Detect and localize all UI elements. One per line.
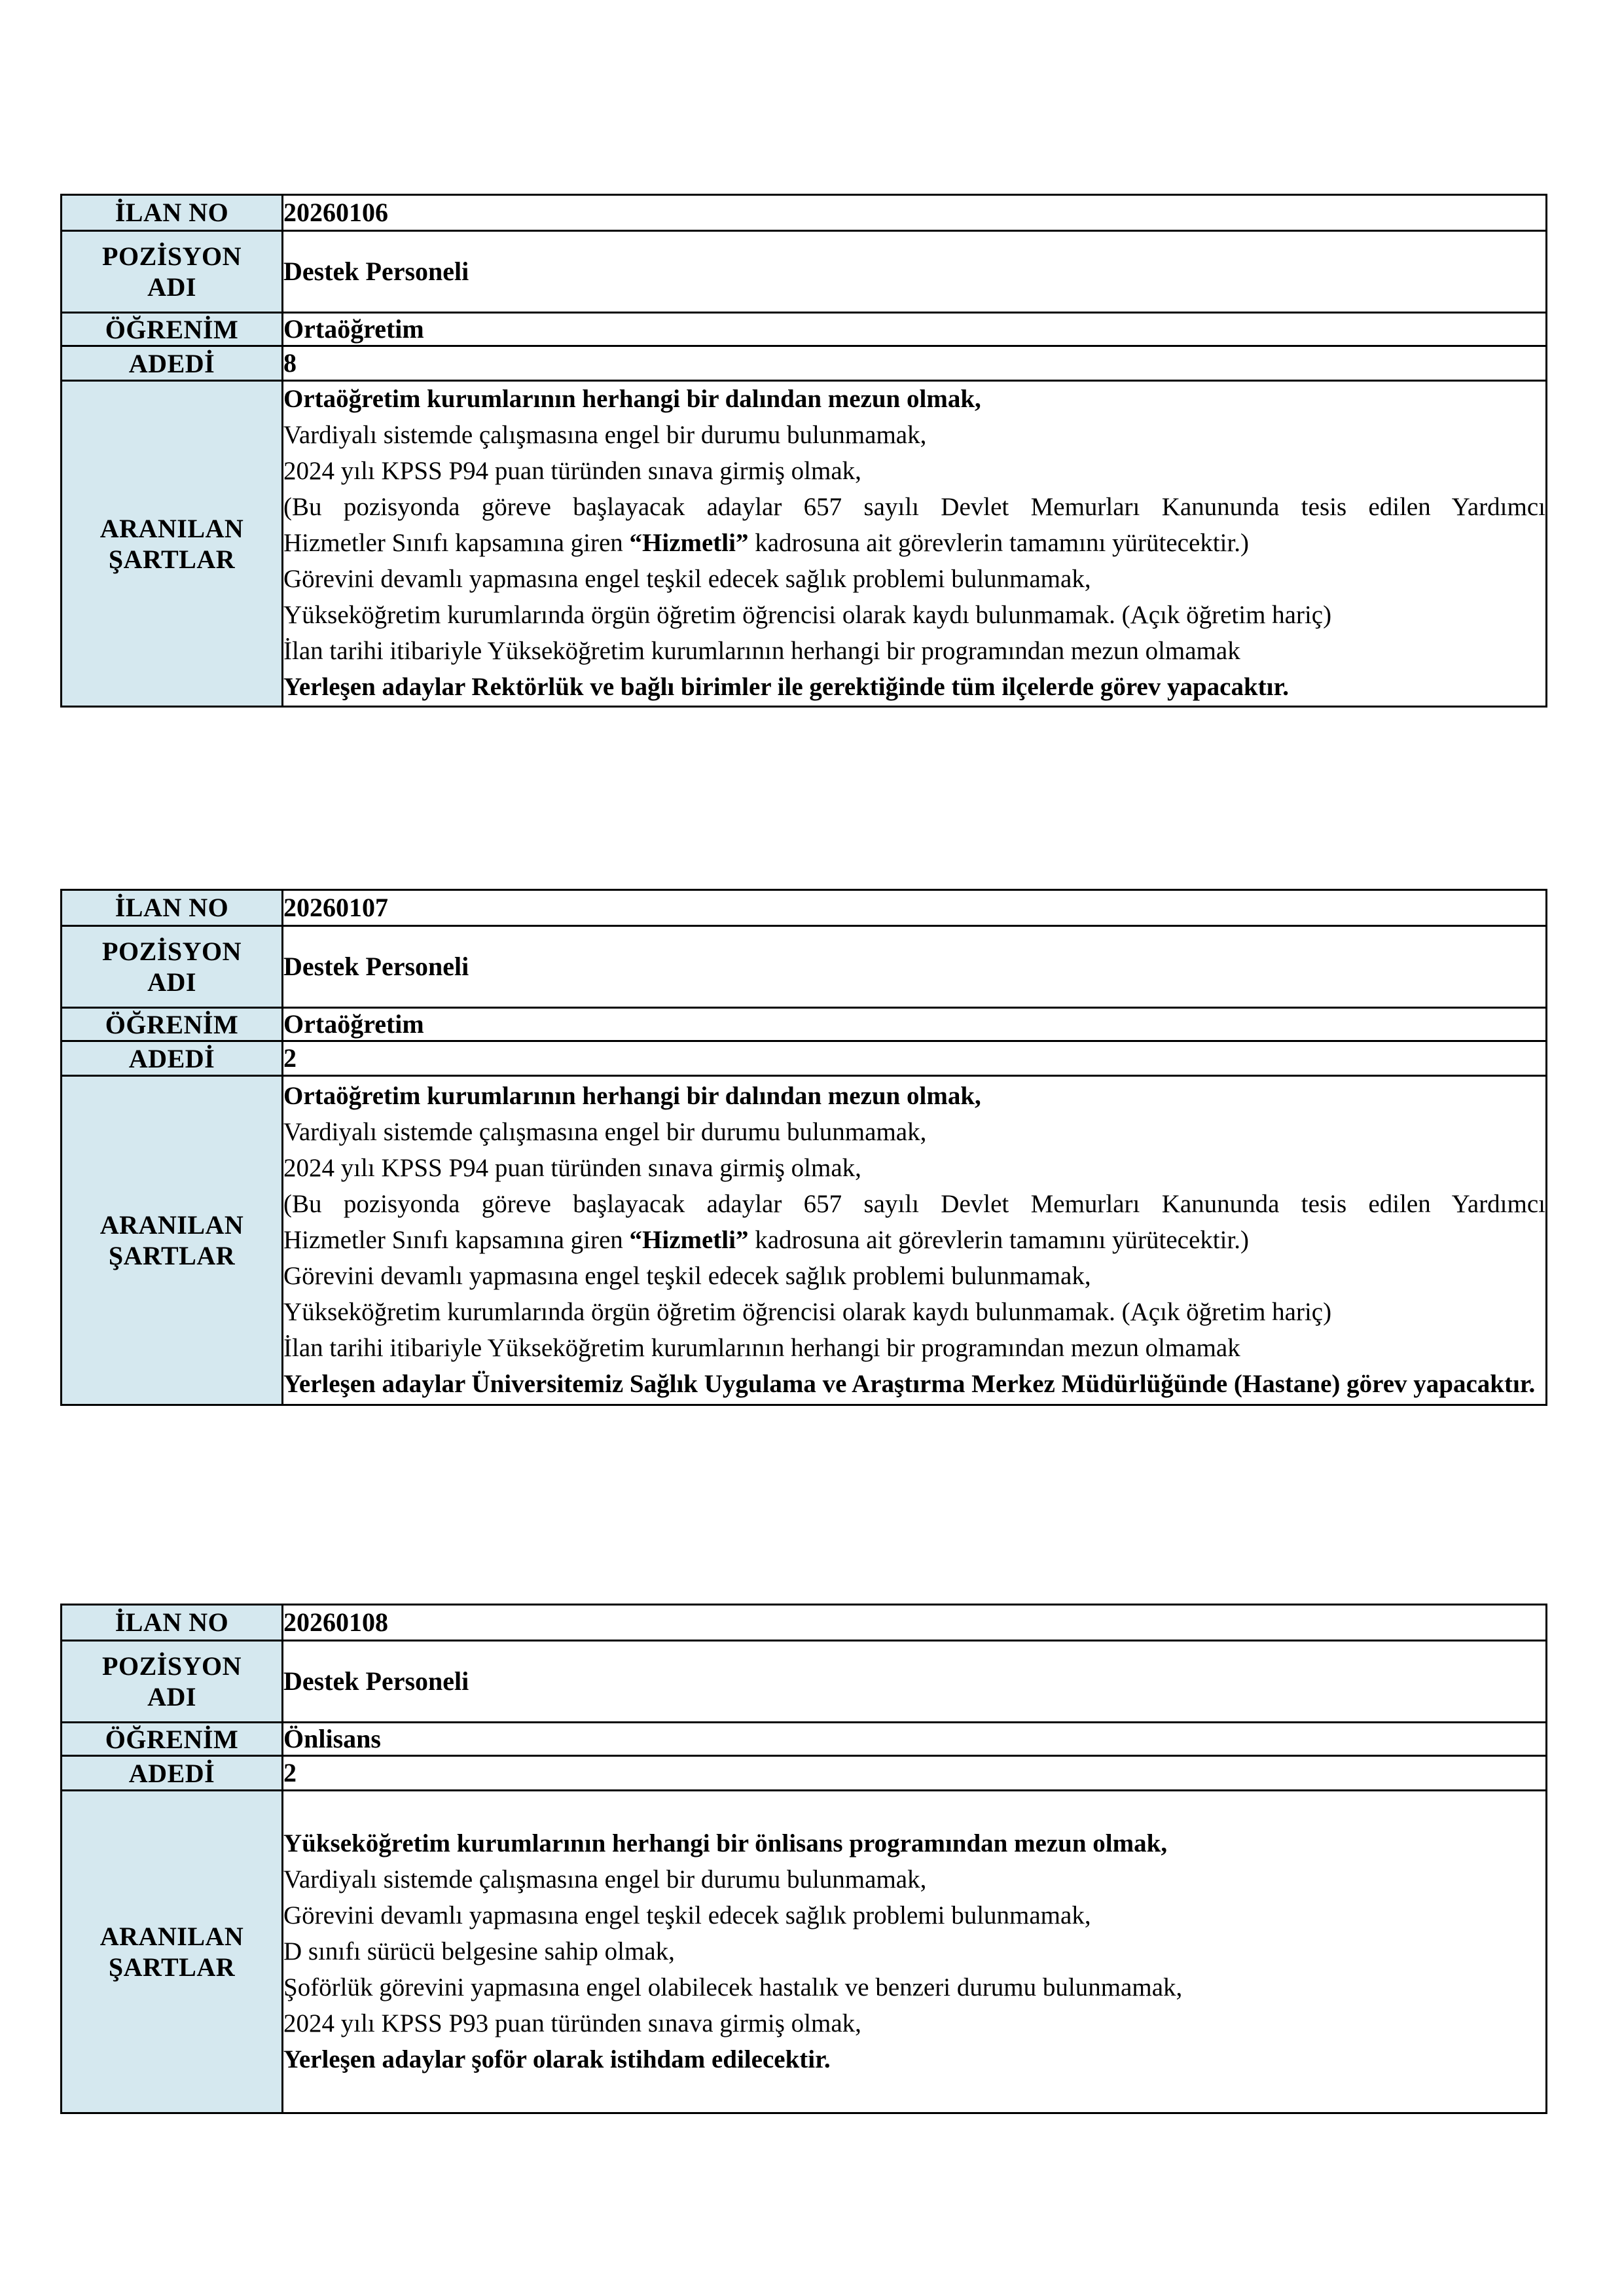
condition-line: Ortaöğretim kurumlarının herhangi bir dalından mezun olmak, — [283, 385, 981, 414]
condition-line: Hizmetler Sınıfı kapsamına giren “Hizmetli” kadrosuna ait görevlerin tamamını yürütecektir.) — [283, 529, 1250, 558]
condition-line: Yerleşen adaylar Rektörlük ve bağlı birimler ile gerektiğinde tüm ilçelerde görev yapacaktır. — [283, 673, 1289, 702]
condition-line: Ortaöğretim kurumlarının herhangi bir dalından mezun olmak, — [283, 1081, 981, 1110]
table-row-ogrenim — [62, 313, 1547, 346]
condition-line: İlan tarihi itibariyle Yükseköğretim kurumlarının herhangi bir programından mezun olmamak — [283, 637, 1240, 666]
condition-line: Görevini devamlı yapmasına engel teşkil edecek sağlık problemi bulunmamak, — [283, 565, 1091, 594]
table-row-adedi — [62, 346, 1547, 381]
label-pozisyon-adi-line-1: POZİSYON — [102, 242, 242, 271]
condition-line: 2024 yılı KPSS P93 puan türünden sınava girmiş olmak, — [283, 2009, 861, 2037]
label-aranilan-sartlar-line-1: ARANILAN — [99, 1210, 244, 1240]
label-aranilan-sartlar-line-2: ŞARTLAR — [108, 544, 236, 574]
table-row-adedi — [62, 1756, 1547, 1791]
condition-line: Görevini devamlı yapmasına engel teşkil edecek sağlık problemi bulunmamak, — [283, 1901, 1091, 1929]
table-row-pozisyon-adi — [62, 231, 1547, 313]
label-adedi-line-1: ADEDİ — [128, 348, 215, 378]
value-adedi: 8 — [283, 346, 1547, 381]
table-row-pozisyon-adi — [62, 926, 1547, 1008]
condition-line: Vardiyalı sistemde çalışmasına engel bir durumu bulunmamak, — [283, 1865, 927, 1893]
value-pozisyon-adi: Destek Personeli — [283, 1641, 1547, 1723]
table-row-ilan-no — [62, 195, 1547, 231]
condition-line: 2024 yılı KPSS P94 puan türünden sınava girmiş olmak, — [283, 457, 861, 486]
value-ogrenim: Önlisans — [283, 1723, 1547, 1756]
condition-line: Hizmetler Sınıfı kapsamına giren “Hizmetli” kadrosuna ait görevlerin tamamını yürütecektir.) — [283, 1225, 1250, 1254]
label-ogrenim-line-1: ÖĞRENİM — [105, 1724, 239, 1754]
label-pozisyon-adi-line-2: ADI — [147, 967, 196, 997]
label-ilan-no — [62, 890, 283, 926]
label-ogrenim — [62, 313, 283, 346]
label-ilan-no — [62, 1605, 283, 1641]
label-ilan-no-line-1: İLAN NO — [115, 1607, 229, 1638]
condition-line: (Bu pozisyonda göreve başlayacak adaylar 657 sayılı Devlet Memurları Kanununda tesis edilen Yardımcı — [283, 493, 1545, 522]
label-adedi — [62, 1041, 283, 1076]
table-row-adedi — [62, 1041, 1547, 1076]
label-aranilan-sartlar-line-2: ŞARTLAR — [108, 1952, 236, 1982]
label-aranilan-sartlar-line-1: ARANILAN — [99, 1922, 244, 1952]
value-aranilan-sartlar — [283, 1076, 1547, 1405]
table-row-ogrenim — [62, 1008, 1547, 1041]
value-aranilan-sartlar — [283, 1791, 1547, 2113]
label-pozisyon-adi — [62, 1641, 283, 1723]
label-ogrenim-line-1: ÖĞRENİM — [105, 314, 239, 344]
ilan-table-20260106 — [60, 194, 1547, 708]
label-pozisyon-adi-line-1: POZİSYON — [102, 937, 242, 966]
label-adedi — [62, 346, 283, 381]
table-row-ogrenim — [62, 1723, 1547, 1756]
value-ilan-no: 20260106 — [283, 195, 1547, 231]
value-pozisyon-adi: Destek Personeli — [283, 231, 1547, 313]
table-row-aranilan-sartlar — [62, 1791, 1547, 2113]
condition-emphasis: “Hizmetli” — [629, 1225, 749, 1254]
condition-line: Yükseköğretim kurumlarının herhangi bir önlisans programından mezun olmak, — [283, 1829, 1168, 1857]
label-ogrenim — [62, 1008, 283, 1041]
label-pozisyon-adi-line-2: ADI — [147, 272, 196, 302]
table-row-pozisyon-adi — [62, 1641, 1547, 1723]
label-aranilan-sartlar-line-1: ARANILAN — [99, 513, 244, 543]
condition-line: Yükseköğretim kurumlarında örgün öğretim öğrencisi olarak kaydı bulunmamak. (Açık öğretim hariç) — [283, 1297, 1332, 1326]
table-row-aranilan-sartlar — [62, 381, 1547, 707]
label-adedi — [62, 1756, 283, 1791]
condition-line: Vardiyalı sistemde çalışmasına engel bir durumu bulunmamak, — [283, 1117, 927, 1146]
value-ogrenim: Ortaöğretim — [283, 313, 1547, 346]
ilan-table-20260107 — [60, 889, 1547, 1406]
value-ilan-no: 20260108 — [283, 1605, 1547, 1641]
condition-line: 2024 yılı KPSS P94 puan türünden sınava girmiş olmak, — [283, 1153, 861, 1182]
table-row-aranilan-sartlar — [62, 1076, 1547, 1405]
label-pozisyon-adi-line-2: ADI — [147, 1682, 196, 1712]
ilan-table-20260108 — [60, 1604, 1547, 2114]
label-ilan-no-line-1: İLAN NO — [115, 198, 229, 228]
condition-line: D sınıfı sürücü belgesine sahip olmak, — [283, 1937, 675, 1965]
condition-line: Şoförlük görevini yapmasına engel olabilecek hastalık ve benzeri durumu bulunmamak, — [283, 1973, 1183, 2001]
table-row-ilan-no — [62, 1605, 1547, 1641]
label-aranilan-sartlar — [62, 381, 283, 707]
label-aranilan-sartlar-line-2: ŞARTLAR — [108, 1241, 236, 1271]
label-aranilan-sartlar — [62, 1791, 283, 2113]
condition-line: Yerleşen adaylar Üniversitemiz Sağlık Uygulama ve Araştırma Merkez Müdürlüğünde (Hastane) görev yapacaktır. — [283, 1369, 1536, 1398]
value-ilan-no: 20260107 — [283, 890, 1547, 926]
label-adedi-line-1: ADEDİ — [128, 1758, 215, 1788]
condition-line: (Bu pozisyonda göreve başlayacak adaylar 657 sayılı Devlet Memurları Kanununda tesis edilen Yardımcı — [283, 1189, 1545, 1218]
label-pozisyon-adi-line-1: POZİSYON — [102, 1651, 242, 1681]
label-ilan-no — [62, 195, 283, 231]
condition-line: İlan tarihi itibariyle Yükseköğretim kurumlarının herhangi bir programından mezun olmamak — [283, 1333, 1240, 1362]
label-aranilan-sartlar — [62, 1076, 283, 1405]
condition-line: Yükseköğretim kurumlarında örgün öğretim öğrencisi olarak kaydı bulunmamak. (Açık öğretim hariç) — [283, 601, 1332, 630]
label-pozisyon-adi — [62, 231, 283, 313]
condition-line: Görevini devamlı yapmasına engel teşkil edecek sağlık problemi bulunmamak, — [283, 1261, 1091, 1290]
table-row-ilan-no — [62, 890, 1547, 926]
label-ilan-no-line-1: İLAN NO — [115, 893, 229, 923]
label-pozisyon-adi — [62, 926, 283, 1008]
condition-line: Vardiyalı sistemde çalışmasına engel bir durumu bulunmamak, — [283, 421, 927, 450]
value-pozisyon-adi: Destek Personeli — [283, 926, 1547, 1008]
value-aranilan-sartlar — [283, 381, 1547, 707]
value-ogrenim: Ortaöğretim — [283, 1008, 1547, 1041]
value-adedi: 2 — [283, 1756, 1547, 1791]
label-adedi-line-1: ADEDİ — [128, 1043, 215, 1073]
value-adedi: 2 — [283, 1041, 1547, 1076]
condition-line: Yerleşen adaylar şoför olarak istihdam edilecektir. — [283, 2045, 831, 2073]
label-ogrenim-line-1: ÖĞRENİM — [105, 1009, 239, 1039]
label-ogrenim — [62, 1723, 283, 1756]
condition-emphasis: “Hizmetli” — [629, 529, 749, 558]
